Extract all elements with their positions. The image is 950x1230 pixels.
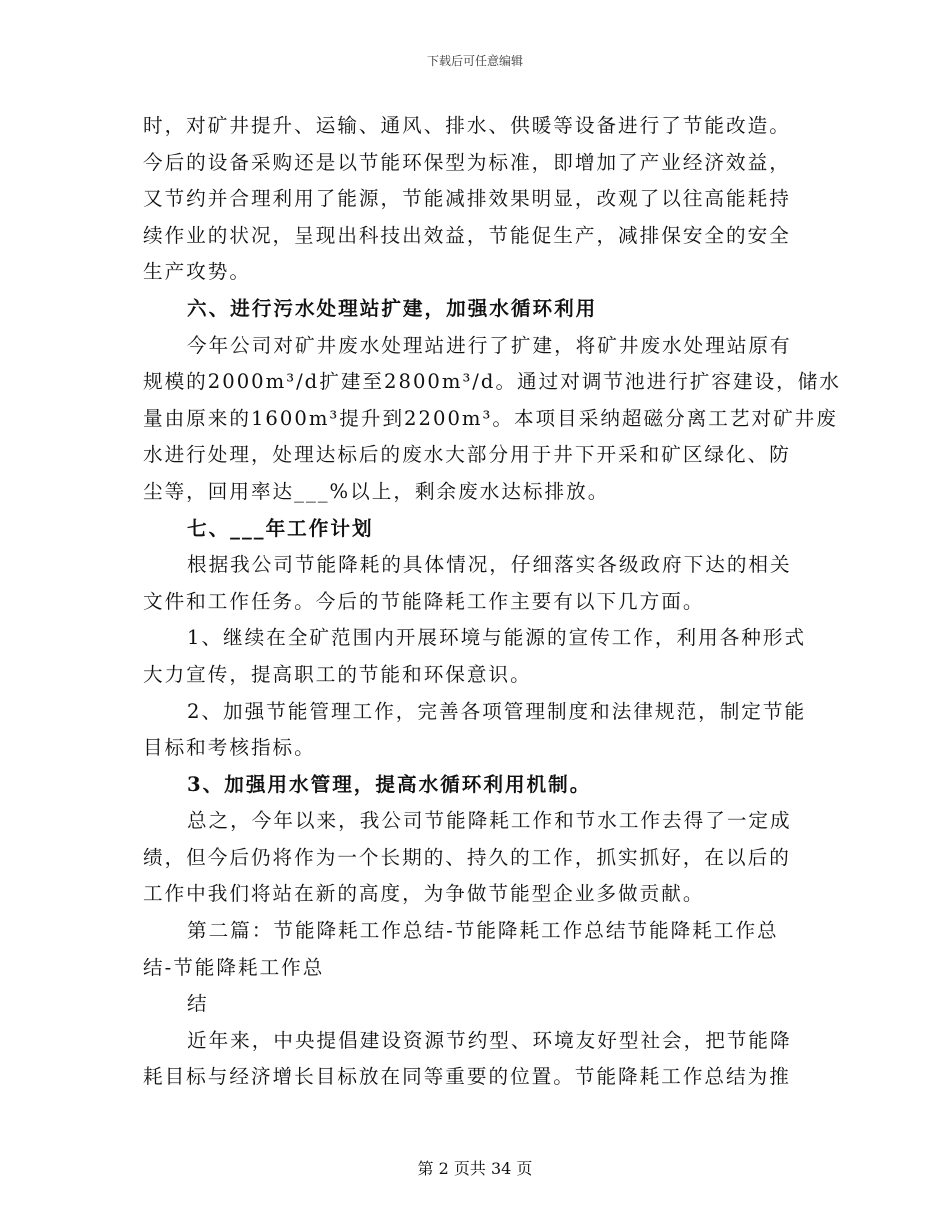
list-item-3: 3、加强用水管理，提高水循环利用机制。 (187, 772, 592, 796)
section-heading-6: 六、进行污水处理站扩建，加强水循环利用 (187, 296, 598, 320)
text-line: 今年公司对矿井废水处理站进行了扩建，将矿井废水处理站原有 (187, 333, 792, 357)
text-line: 续作业的状况，呈现出科技出效益，节能促生产，减排保安全的安全 (143, 223, 791, 247)
text-line: 大力宣传，提高职工的节能和环保意识。 (143, 662, 532, 686)
text-line: 尘等，回用率达___%以上，剩余废水达标排放。 (143, 479, 610, 503)
text-line: 文件和工作任务。今后的节能降耗工作主要有以下几方面。 (143, 589, 705, 613)
chapter-title: 第二篇：节能降耗工作总结-节能降耗工作总结节能降耗工作总 (187, 919, 779, 943)
text-line: 结-节能降耗工作总 (143, 955, 325, 979)
list-item-2: 2、加强节能管理工作，完善各项管理制度和法律规范，制定节能 (187, 699, 807, 723)
document-body (143, 108, 841, 1096)
section-heading-7: 七、___年工作计划 (187, 516, 374, 540)
text-line: 总之，今年以来，我公司节能降耗工作和节水工作去得了一定成 (187, 809, 792, 833)
text-line: 根据我公司节能降耗的具体情况，仔细落实各级政府下达的相关 (187, 553, 792, 577)
text-line: 规模的2000m³/d扩建至2800m³/d。通过对调节池进行扩容建设，储水 (143, 370, 841, 394)
text-line: 绩，但今后仍将作为一个长期的、持久的工作，抓实抓好，在以后的 (143, 845, 791, 869)
page-footer: 第 2 页共 34 页 (417, 1159, 533, 1178)
text-line: 今后的设备采购还是以节能环保型为标准，即增加了产业经济效益， (143, 150, 791, 174)
text-line: 生产攻势。 (143, 260, 251, 284)
text-line: 时，对矿井提升、运输、通风、排水、供暖等设备进行了节能改造。 (143, 114, 791, 137)
text-line: 水进行处理，处理达标后的废水大部分用于井下开采和矿区绿化、防 (143, 443, 791, 467)
text-line: 近年来，中央提倡建设资源节约型、环境友好型社会，把节能降 (187, 1028, 792, 1052)
text-line: 工作中我们将站在新的高度，为争做节能型企业多做贡献。 (143, 882, 705, 906)
text-line: 耗目标与经济增长目标放在同等重要的位置。节能降耗工作总结为推 (143, 1065, 791, 1089)
text-line: 结 (187, 992, 209, 1016)
text-line: 量由原来的1600m³提升到2200m³。本项目采纳超磁分离工艺对矿井废 (143, 406, 838, 430)
text-line: 目标和考核指标。 (143, 736, 316, 760)
list-item-1: 1、继续在全矿范围内开展环境与能源的宣传工作，利用各种形式 (187, 626, 807, 650)
text-line: 又节约并合理利用了能源，节能减排效果明显，改观了以往高能耗持 (143, 187, 791, 211)
page-header: 下载后可任意编辑 (426, 54, 523, 68)
